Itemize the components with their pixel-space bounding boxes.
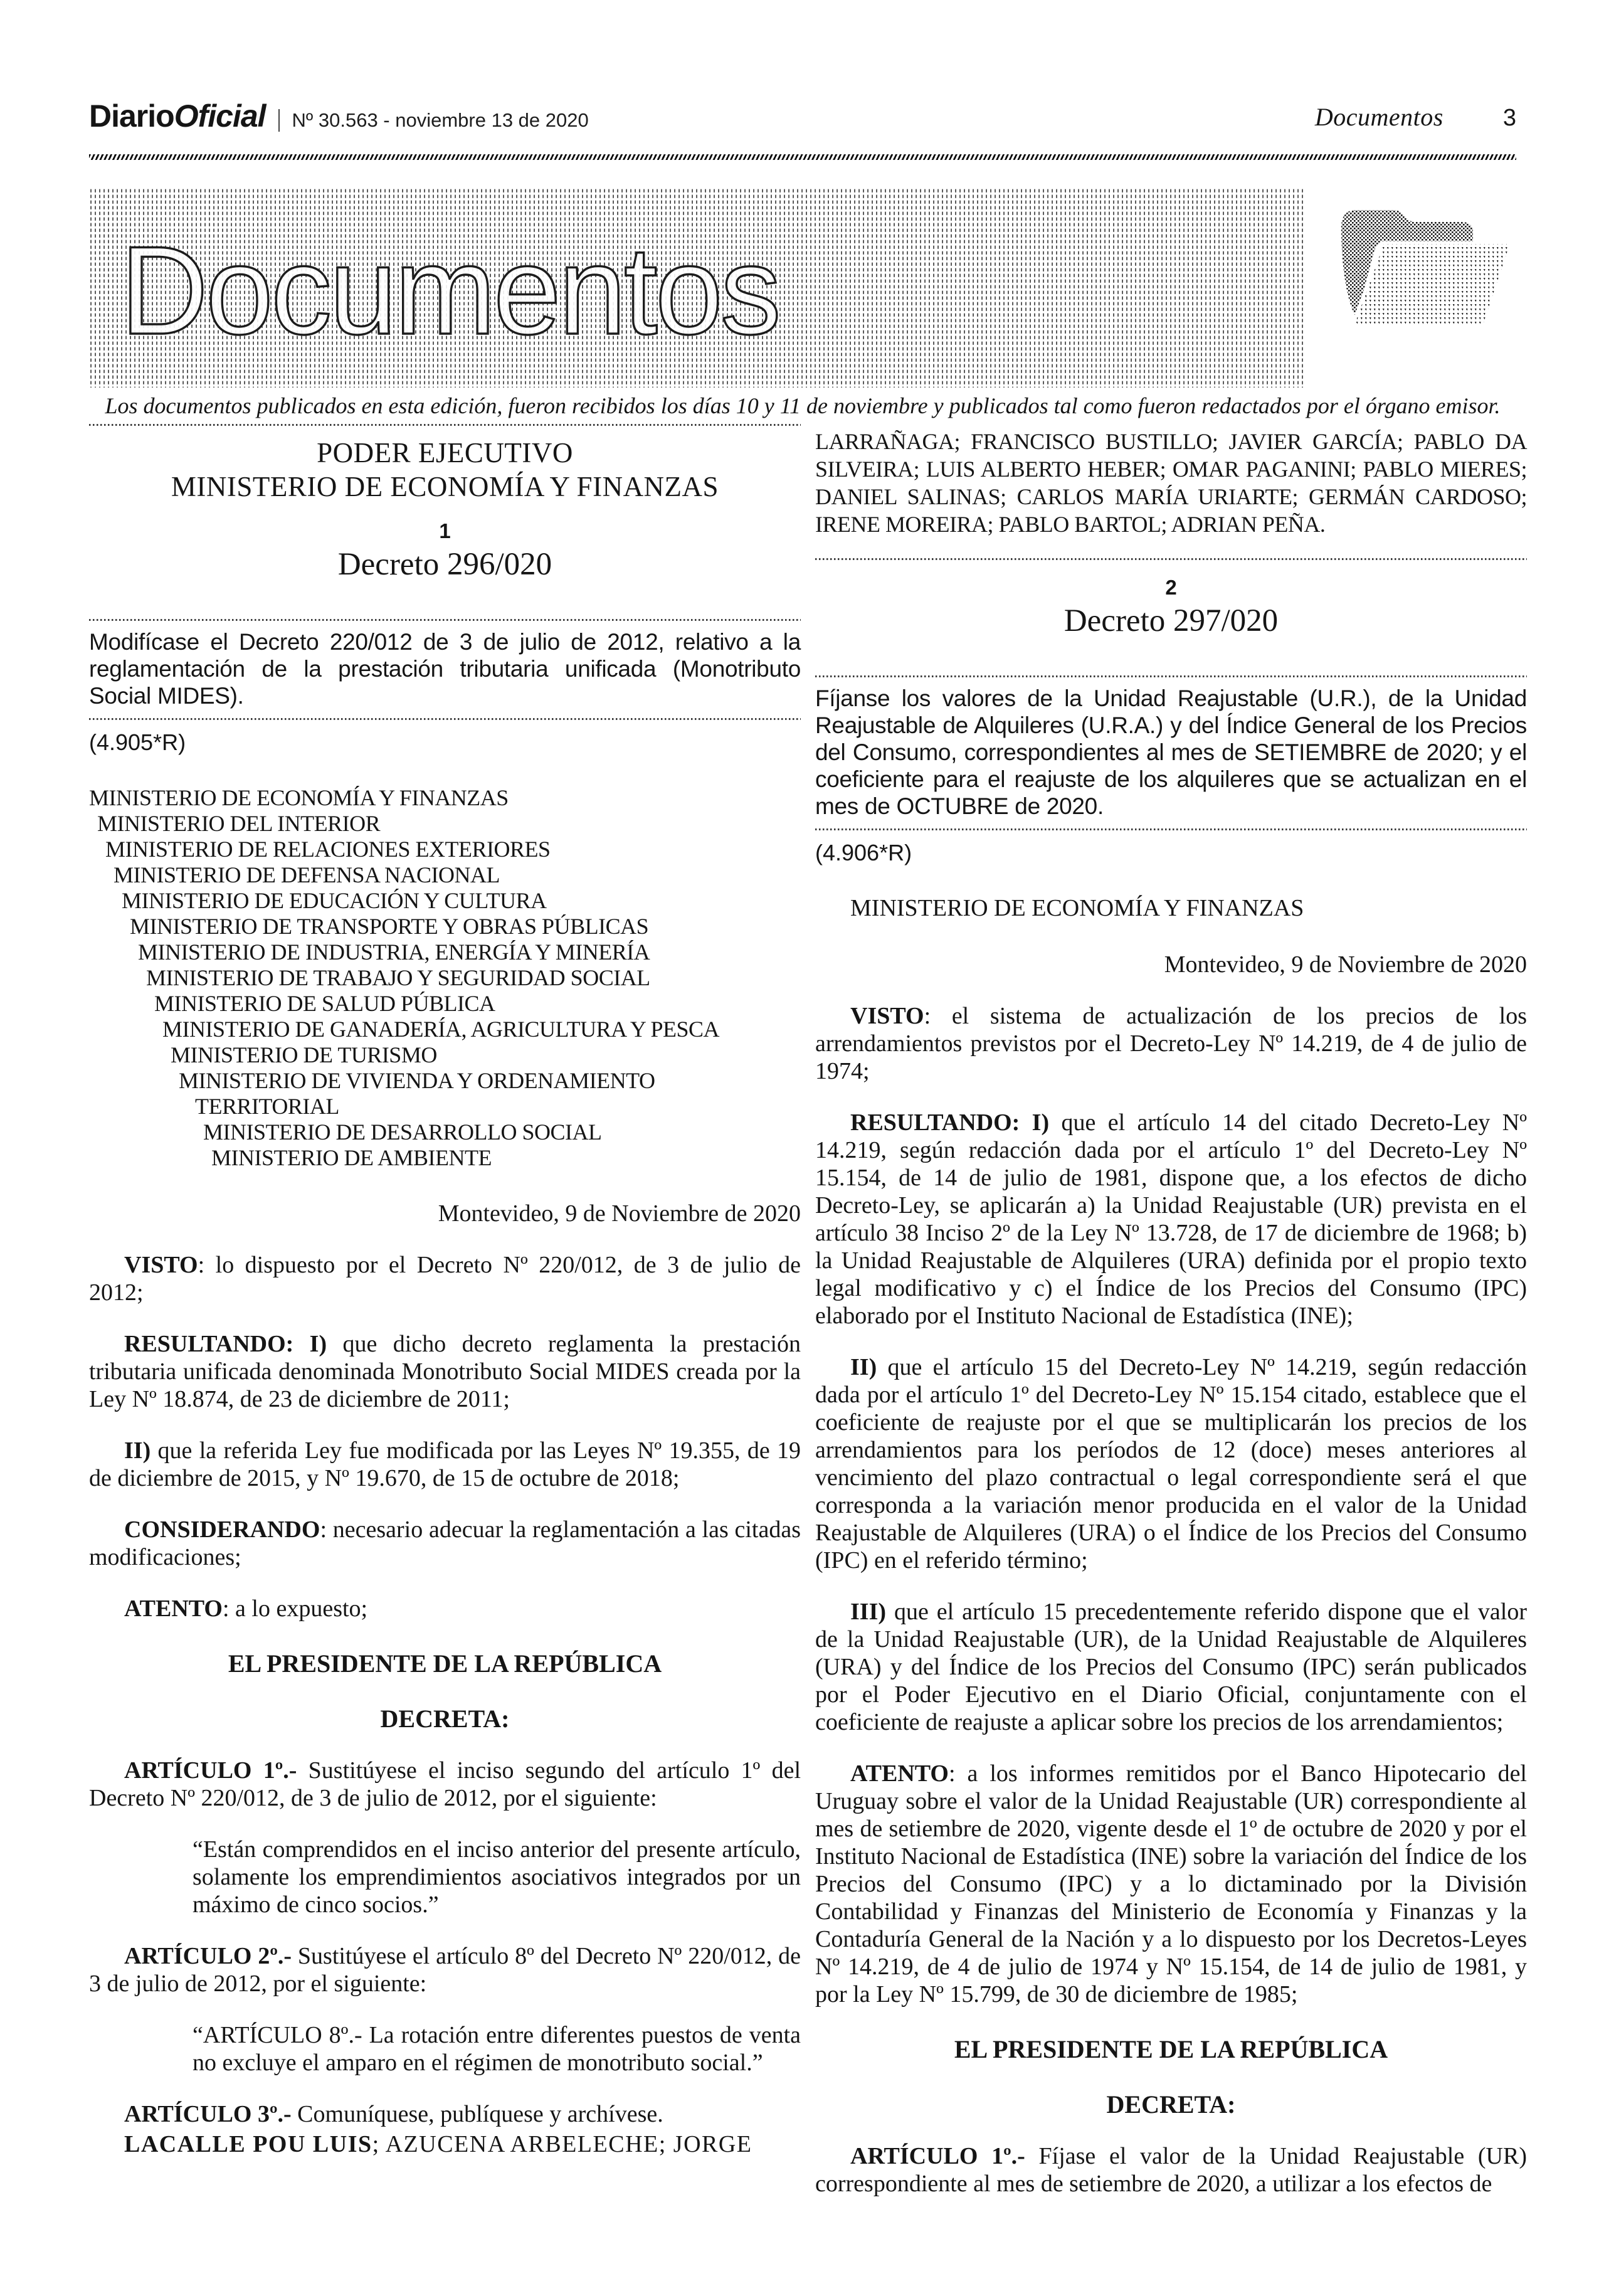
ministry-item: MINISTERIO DE TRABAJO Y SEGURIDAD SOCIAL bbox=[146, 965, 650, 990]
item-number: 2 bbox=[1165, 576, 1177, 599]
decree-summary-block bbox=[89, 619, 801, 756]
paragraph-text: Sustitúyese el inciso segundo del artículo 1º del Decreto Nº 220/012, de 3 de julio de 2012, por el siguiente: bbox=[89, 1757, 801, 1811]
ministry-header: MINISTERIO DE ECONOMÍA Y FINANZAS bbox=[171, 471, 719, 502]
banner-art bbox=[89, 188, 1306, 388]
register-ref: (4.906*R) bbox=[815, 840, 912, 865]
paragraph-lead: ARTÍCULO 1º.- bbox=[124, 1757, 297, 1784]
paragraph-lead: ATENTO bbox=[850, 1760, 949, 1787]
ministry-item: MINISTERIO DE DEFENSA NACIONAL bbox=[113, 862, 500, 887]
power-header: PODER EJECUTIVO bbox=[317, 437, 573, 468]
paragraph-text: que la referida Ley fue modificada por las Leyes Nº 19.355, de 19 de diciembre de 2015, y Nº 19.670, de 15 de octubre de 2018; bbox=[89, 1437, 801, 1491]
signature-name: LACALLE POU LUIS bbox=[124, 2131, 372, 2157]
paragraph-lead: II) bbox=[850, 1354, 877, 1380]
brand-italic: Oficial bbox=[174, 98, 266, 134]
paragraph-text: : lo dispuesto por el Decreto Nº 220/012, de 3 de julio de 2012; bbox=[89, 1252, 801, 1306]
ministry-item: MINISTERIO DE TRANSPORTE Y OBRAS PÚBLICAS bbox=[130, 914, 649, 939]
section-banner bbox=[89, 188, 1306, 388]
decreta-line: DECRETA: bbox=[1106, 2090, 1236, 2119]
masthead-right bbox=[1315, 102, 1516, 132]
paragraph-text: Sustitúyese el artículo 8º del Decreto Nº 220/012, de 3 de julio de 2012, por el siguiente: bbox=[89, 1943, 801, 1997]
paragraph-lead: CONSIDERANDO bbox=[124, 1516, 320, 1543]
ministry-item: MINISTERIO DE AMBIENTE bbox=[211, 1145, 492, 1170]
decreta-line: DECRETA: bbox=[380, 1705, 510, 1733]
ministry-item: MINISTERIO DE EDUCACIÓN Y CULTURA bbox=[122, 888, 547, 913]
paragraph-text: : el sistema de actualización de los precios de los arrendamientos previstos por el Decreto-Ley Nº 14.219, de 4 de julio de 1974; bbox=[815, 1003, 1527, 1084]
signature-line bbox=[89, 2130, 801, 2158]
ministry-item: MINISTERIO DE DESARROLLO SOCIAL bbox=[203, 1119, 602, 1145]
president-line: EL PRESIDENTE DE LA REPÚBLICA bbox=[228, 1649, 662, 1678]
paragraph-text: Comuníquese, publíquese y archívese. bbox=[291, 2101, 663, 2127]
paragraph-articulo-3 bbox=[89, 2100, 801, 2128]
brand-logo bbox=[89, 100, 266, 132]
page-number: 3 bbox=[1502, 105, 1516, 131]
paragraph-lead: ARTÍCULO 2º.- bbox=[124, 1943, 292, 1969]
signatories-continuation: LARRAÑAGA; FRANCISCO BUSTILLO; JAVIER GARCÍA; PABLO DA SILVEIRA; LUIS ALBERTO HEBER; OMAR PAGANINI; PABLO MIERES; DANIEL SALINAS; CARLOS MARÍA URIARTE; GERMÁN CARDOSO; IRENE MOREIRA; PABLO BARTOL; ADRIAN PEÑA. bbox=[815, 429, 1527, 537]
brand-bold: Diario bbox=[89, 98, 174, 134]
paragraph-lead: ARTÍCULO 1º.- bbox=[850, 2143, 1025, 2169]
quoted-text-1: “Están comprendidos en el inciso anterior del presente artículo, solamente los emprendimientos asociativos integrados por un máximo de cinco socios.” bbox=[193, 1836, 801, 1918]
paragraph-iii bbox=[815, 1598, 1527, 1736]
header-rule bbox=[89, 154, 1516, 160]
decree-title: Decreto 296/020 bbox=[337, 547, 552, 582]
paragraph-articulo-1 bbox=[815, 2142, 1527, 2198]
masthead-left bbox=[89, 100, 589, 132]
ministry-item: MINISTERIO DE VIVIENDA Y ORDENAMIENTO bbox=[179, 1068, 655, 1093]
ministry-item: MINISTERIO DEL INTERIOR bbox=[97, 811, 381, 836]
president-line: EL PRESIDENTE DE LA REPÚBLICA bbox=[954, 2035, 1388, 2063]
paragraph-text: que el artículo 15 precedentemente referido dispone que el valor de la Unidad Reajustable (UR), de la Unidad Reajustable de Alquileres (URA) y del Índice de los Precios del Consumo (IPC) serán publicados por el Poder Ejecutivo en el Diario Oficial, conjuntamente con el coeficiente de reajuste a aplicar sobre los precios de los arrendamientos; bbox=[815, 1599, 1527, 1735]
dateline: Montevideo, 9 de Noviembre de 2020 bbox=[438, 1200, 801, 1227]
paragraph-lead: RESULTANDO: I) bbox=[124, 1331, 327, 1357]
ministries-list bbox=[89, 785, 801, 1171]
paragraph-considerando bbox=[89, 1516, 801, 1571]
column-right bbox=[815, 421, 1527, 2198]
paragraph-resultando bbox=[89, 1330, 801, 1413]
dateline: Montevideo, 9 de Noviembre de 2020 bbox=[1164, 951, 1527, 978]
paragraph-visto bbox=[815, 1002, 1527, 1085]
issue-number: Nº 30.563 - noviembre 13 de 2020 bbox=[278, 109, 589, 132]
decree-title: Decreto 297/020 bbox=[1063, 603, 1279, 638]
paragraph-text: que el artículo 14 del citado Decreto-Ley Nº 14.219, según redacción dada por el artículo 1º del Decreto-Ley Nº 15.154, de 14 de julio de 1981, dispone que, a los efectos de dicho Decreto-Ley, se aplicarán a) la Unidad Reajustable (UR) prevista en el artículo 38 Inciso 2º de la Ley Nº 13.728, de 17 de diciembre de 1968; b) la Unidad Reajustable de Alquileres (URA) definida por el propio texto legal modificativo y c) el Índice de los Precios del Consumo (IPC) elaborado por el Instituto Nacional de Estadística (INE); bbox=[815, 1109, 1527, 1329]
ministry-item: TERRITORIAL bbox=[195, 1094, 339, 1119]
paragraph-lead: ATENTO bbox=[124, 1595, 223, 1622]
paragraph-lead: II) bbox=[124, 1437, 151, 1464]
running-section-label: Documentos bbox=[1314, 103, 1443, 131]
open-folder-icon bbox=[1320, 198, 1519, 348]
paragraph-lead: VISTO bbox=[124, 1252, 198, 1278]
paragraph-articulo-2 bbox=[89, 1942, 801, 1997]
paragraph-text: que el artículo 15 del Decreto-Ley Nº 14.219, según redacción dada por el artículo 1º del Decreto-Ley Nº 15.154 citado, establece que el coeficiente de reajuste por el que se multiplicarán los precios de los arrendamientos para los períodos de 12 (doce) meses anteriores al vencimiento del plazo contractual o legal correspondiente será el que corresponda a la variación menor producida en el valor de la Unidad Reajustable de Alquileres (URA) o el Índice de los Precios del Consumo (IPC) en el referido término; bbox=[815, 1354, 1527, 1574]
paragraph-ii bbox=[89, 1437, 801, 1492]
ministry-item: MINISTERIO DE ECONOMÍA Y FINANZAS bbox=[89, 785, 509, 810]
paragraph-lead: ARTÍCULO 3º.- bbox=[124, 2101, 292, 2127]
paragraph-text: Fíjase el valor de la Unidad Reajustable (UR) correspondiente al mes de setiembre de 2020, a utilizar a los efectos de bbox=[815, 2143, 1528, 2197]
column-left bbox=[89, 421, 801, 2158]
paragraph-text: que dicho decreto reglamenta la prestación tributaria unificada denominada Monotributo Social MIDES creada por la Ley Nº 18.874, de 23 de diciembre de 2011; bbox=[89, 1331, 801, 1412]
ministry-item: MINISTERIO DE RELACIONES EXTERIORES bbox=[105, 837, 551, 862]
dotted-rule bbox=[815, 828, 1527, 830]
ministry-item: MINISTERIO DE INDUSTRIA, ENERGÍA Y MINERÍA bbox=[138, 939, 650, 965]
dotted-rule bbox=[89, 718, 801, 720]
ministry-header: MINISTERIO DE ECONOMÍA Y FINANZAS bbox=[850, 895, 1304, 921]
decree-summary: Modifícase el Decreto 220/012 de 3 de julio de 2012, relativo a la reglamentación de la prestación tributaria unificada (Monotributo Social MIDES). bbox=[89, 629, 801, 709]
masthead bbox=[89, 100, 1516, 132]
paragraph-articulo-1 bbox=[89, 1757, 801, 1812]
ministry-item: MINISTERIO DE TURISMO bbox=[171, 1042, 437, 1067]
ministry-item: MINISTERIO DE SALUD PÚBLICA bbox=[154, 991, 495, 1016]
dotted-rule bbox=[815, 558, 1527, 560]
paragraph-text: : a lo expuesto; bbox=[222, 1595, 368, 1622]
paragraph-visto bbox=[89, 1251, 801, 1306]
folder-front-panel bbox=[1353, 243, 1512, 325]
decree-summary: Fíjanse los valores de la Unidad Reajustable (U.R.), de la Unidad Reajustable de Alquileres (U.R.A.) y del Índice General de los Precios del Consumo, correspondientes al mes de SETIEMBRE de 2020; y el coeficiente para el reajuste de los alquileres que se actualizan en el mes de OCTUBRE de 2020. bbox=[815, 685, 1527, 819]
paragraph-resultando bbox=[815, 1109, 1527, 1330]
paragraph-lead: III) bbox=[850, 1599, 887, 1625]
dotted-rule bbox=[89, 424, 801, 426]
ministry-item: MINISTERIO DE GANADERÍA, AGRICULTURA Y PESCA bbox=[162, 1017, 720, 1042]
paragraph-lead: RESULTANDO: I) bbox=[850, 1109, 1050, 1136]
paragraph-lead: VISTO bbox=[850, 1003, 924, 1029]
paragraph-atento bbox=[815, 1760, 1527, 2008]
paragraph-atento bbox=[89, 1595, 801, 1622]
paragraph-text: : a los informes remitidos por el Banco Hipotecario del Uruguay sobre el valor de la Unidad Reajustable (UR) correspondiente al mes de setiembre de 2020, vigente desde el 1º de octubre de 2020 y por el Instituto Nacional de Estadística (INE) sobre la variación del Índice de los Precios del Consumo (IPC) y a lo dictaminado por la División Contabilidad y Finanzas del Ministerio de Economía y Finanzas y la Contaduría General de la Nación y a lo dispuesto por los Decretos-Leyes Nº 14.219, de 4 de julio de 1974 y Nº 15.154, de 14 de julio de 1981, y por la Ley Nº 15.799, de 30 de diciembre de 1985; bbox=[815, 1760, 1527, 2008]
register-ref: (4.905*R) bbox=[89, 729, 186, 755]
edition-notice: Los documentos publicados en esta edición, fueron recibidos los días 10 y 11 de noviembre y publicados tal como fueron redactados por el órgano emisor. bbox=[105, 393, 1501, 418]
signature-rest: ; AZUCENA ARBELECHE; JORGE bbox=[372, 2131, 752, 2157]
quoted-text-2: “ARTÍCULO 8º.- La rotación entre diferentes puestos de venta no excluye el amparo en el régimen de monotributo social.” bbox=[193, 2022, 801, 2076]
paragraph-text: : necesario adecuar la reglamentación a las citadas modificaciones; bbox=[89, 1516, 801, 1570]
item-number: 1 bbox=[439, 519, 451, 542]
paragraph-ii bbox=[815, 1353, 1527, 1574]
decree-summary-block bbox=[815, 675, 1527, 867]
banner-title: Documentos bbox=[120, 221, 779, 361]
